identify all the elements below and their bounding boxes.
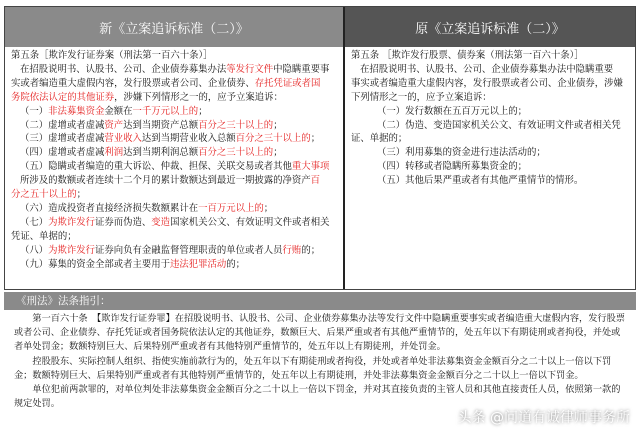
law-paragraph: 控股股东、实际控制人组织、指使实施前款行为的，处五年以下有期徒刑或者拘役，并处或者单处非法募集资金金额百分之二十以上一倍以下罚金；数额特别巨大、后果特别严重或者有其他特别严重情节的，处五年以上有期徒刑，并处非法募集资金金额百分之二十以上一倍以下罚金。 xyxy=(14,355,612,381)
highlighted-text: 等发行文件 xyxy=(226,63,274,75)
text-span: （六）造成投资者直接经济损失数额累计在 xyxy=(20,202,199,214)
text-span: 凭证、单据的； xyxy=(11,230,77,242)
text-span: （四）虚增或者虚减 xyxy=(20,147,105,159)
text-line xyxy=(351,160,631,174)
highlighted-text: 务院依法认定的其他证券 xyxy=(11,91,115,103)
highlighted-text: 百 xyxy=(310,175,321,187)
criminal-law-text xyxy=(4,312,636,411)
text-span: ； xyxy=(273,147,283,159)
text-span: （八） xyxy=(20,244,49,256)
highlighted-text: 重大事项 xyxy=(291,161,330,173)
text-span: 的； xyxy=(301,244,321,256)
law-paragraph: 单位犯前两款罪的，对单位判处非法募集资金金额百分之二十以上一倍以下罚金，并对其直接负责的主管人员和其他直接责任人员，依照第一款的规定处罚。 xyxy=(14,384,621,410)
text-line xyxy=(11,119,339,133)
highlighted-text: 为欺诈发行 xyxy=(48,244,96,256)
text-line xyxy=(351,174,631,188)
criminal-law-header: 《刑法》法条指引： xyxy=(4,292,636,310)
text-line xyxy=(11,91,339,105)
text-line xyxy=(351,91,631,105)
text-span: 的； xyxy=(226,258,246,270)
text-span: 事实或者编造重大虚假内容，发行股票或者公司、企业债券，涉嫌 xyxy=(351,77,623,89)
text-span: 国家机关公文、有效证明文件或者相关 xyxy=(170,216,330,228)
old-standard-text xyxy=(345,47,635,289)
text-line xyxy=(351,49,631,63)
text-span: （三）虚增或者虚减 xyxy=(20,133,105,145)
highlighted-text: 一百万元以上的 xyxy=(198,202,264,214)
text-span: （二）伪造、变造国家机关公文、有效证明文件或者相关凭 xyxy=(377,119,621,131)
text-span: （一） xyxy=(20,105,49,117)
text-span: （五）隐瞒或者编造的重大诉讼、仲裁、担保、关联交易或者其他 xyxy=(20,161,292,173)
new-standard-header: 新《立案追诉标准（二）》 xyxy=(5,7,345,47)
text-span: 下列情形之一的，应予立案追诉： xyxy=(351,91,492,103)
text-span: 第五条 ［欺诈发行股票、债券案（刑法第一百六十条）］ xyxy=(351,50,584,61)
text-span: 达到当期资产总额 xyxy=(123,119,199,131)
new-standard-text xyxy=(5,47,345,289)
highlighted-text: 行贿 xyxy=(282,244,302,256)
text-line xyxy=(351,105,631,119)
text-span: 达到当期利润总额 xyxy=(123,147,199,159)
text-span: 所涉及的数额或者连续十二个月的累计数额达到最近一期披露的净资产 xyxy=(20,175,311,187)
law-paragraph: 第一百六十条 【欺诈发行证券罪】在招股说明书、认股书、公司、企业债券募集办法等发行文件中隐瞒重要事实或者编造重大虚假内容，发行股票或者公司、企业债券、存托凭证或者国务院依法认定的其他证券，数额巨大、后果严重或者有其他严重情节的，处五年以下有期徒刑或者拘役，并处或者单处罚金；数额特别巨大、后果特别严重或者有其他特别严重情节的，处五年以上有期徒刑，并处罚金。 xyxy=(14,313,625,353)
text-line xyxy=(11,244,339,258)
text-line xyxy=(351,146,631,160)
text-line xyxy=(11,216,339,230)
text-span: ，涉嫌下列情形之一的，应予立案追诉： xyxy=(114,91,283,103)
highlighted-text: 存托凭证或者国 xyxy=(254,77,321,89)
text-span: 第五条［欺诈发行证券案（刑法第一百六十条）］ xyxy=(11,50,213,61)
highlighted-text: 非法募集资金 xyxy=(48,105,105,117)
text-line xyxy=(11,49,339,63)
text-span: 证券而伪造、 xyxy=(95,216,152,228)
text-span: 金额在 xyxy=(104,105,133,117)
text-line xyxy=(11,174,339,188)
text-span: （九）募集的资金全部或者主要用于 xyxy=(20,258,171,270)
text-span: （四）转移或者隐瞒所募集资金的； xyxy=(377,161,528,173)
text-line xyxy=(11,146,339,160)
highlighted-text: 利润 xyxy=(104,147,124,159)
text-line xyxy=(351,119,631,133)
text-span: ； xyxy=(76,189,87,201)
text-span: （一）发行数额在五百万元以上的； xyxy=(377,105,528,117)
text-line xyxy=(11,160,339,174)
highlighted-text: 百分之三十以上的 xyxy=(198,147,274,159)
highlighted-text: 分之五十以上的 xyxy=(11,189,77,201)
text-line xyxy=(11,230,339,244)
text-span: 证券向负有金融监督管理职责的单位或者人员 xyxy=(95,244,283,256)
highlighted-text: 违法犯罪活动 xyxy=(170,258,227,270)
text-line xyxy=(11,258,339,272)
highlighted-text: 百分之三十以上的 xyxy=(235,133,311,145)
text-span: ； xyxy=(273,119,283,131)
highlighted-text: 资产 xyxy=(104,119,124,131)
watermark-text: 头条 @问道有诚律师事务所 xyxy=(457,410,630,426)
text-line xyxy=(11,105,339,119)
highlighted-text: 百分之三十以上的 xyxy=(198,119,274,131)
text-span: 证、单据的； xyxy=(351,133,408,145)
text-span: 达到当期营业收入总额 xyxy=(141,133,236,145)
highlighted-text: 为欺诈发行 xyxy=(48,216,96,228)
old-standard-header: 原《立案追诉标准（二）》 xyxy=(345,7,635,47)
comparison-table xyxy=(4,6,636,290)
highlighted-text: 一千万元以上的 xyxy=(132,105,199,117)
text-span: （二）虚增或者虚减 xyxy=(20,119,105,131)
text-span: 在招股说明书、认股书、公司、企业债券募集办法中隐瞒重要 xyxy=(360,63,614,75)
text-span: （三）利用募集的资金进行违法活动的； xyxy=(377,147,546,159)
highlighted-text: 营业收入 xyxy=(104,133,142,145)
text-line xyxy=(11,188,339,202)
text-line xyxy=(351,132,631,146)
text-span: （五）其他后果严重或者有其他严重情节的情形。 xyxy=(377,175,584,187)
watermark xyxy=(458,407,630,427)
text-span: （七） xyxy=(20,216,49,228)
text-line xyxy=(11,132,339,146)
text-line xyxy=(351,63,631,77)
text-span: 中隐瞒重要事 xyxy=(273,63,330,75)
highlighted-text: 变造 xyxy=(151,216,171,228)
text-span: ； xyxy=(198,105,208,117)
text-span: ； xyxy=(263,202,274,214)
text-line xyxy=(11,202,339,216)
text-span: ； xyxy=(310,133,321,145)
text-span: 在招股说明书、认股书、公司、企业债券募集办法 xyxy=(20,63,227,75)
text-line xyxy=(11,77,339,91)
text-span: 实或者编造重大虚假内容，发行股票或者公司、企业债券、 xyxy=(11,77,255,89)
text-line xyxy=(11,63,339,77)
text-line xyxy=(351,77,631,91)
